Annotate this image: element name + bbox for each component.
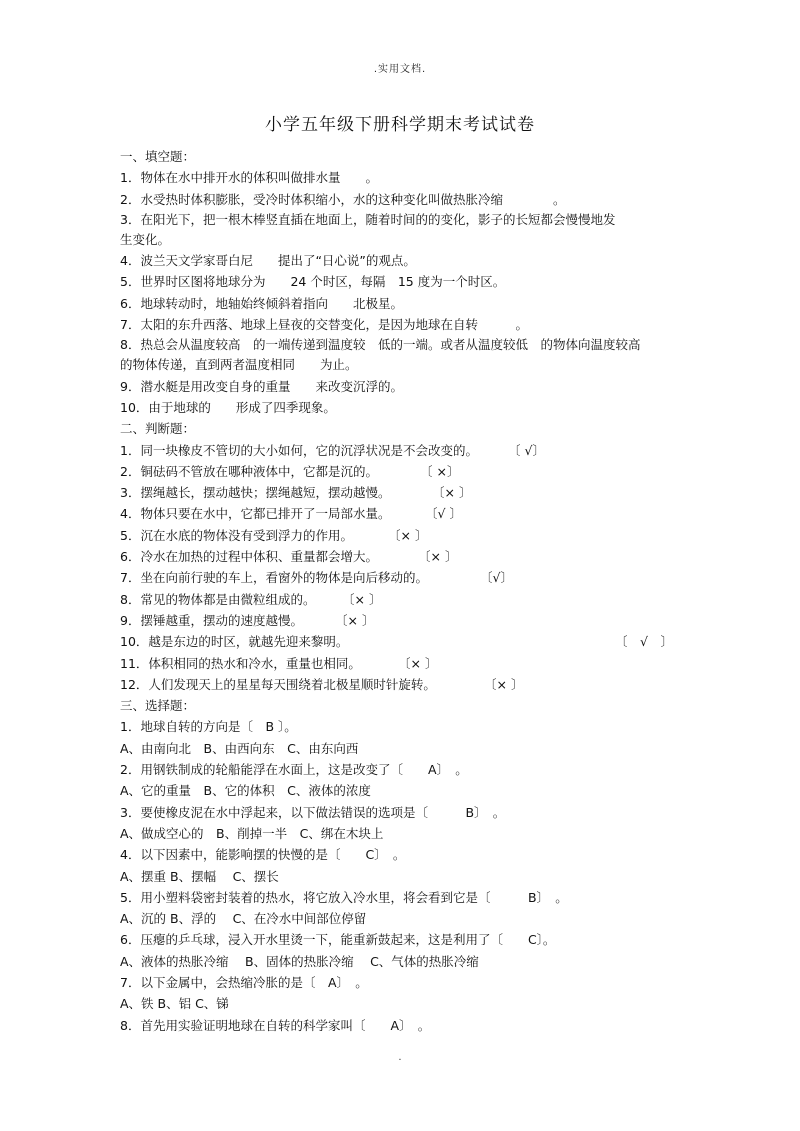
choice-question-3: 3．要使橡皮泥在水中浮起来，以下做法错误的选项是〔 B〕 。 — [120, 804, 506, 820]
fill-question-2: 2．水受热时体积膨胀，受冷时体积缩小，水的这种变化叫做热胀冷缩 。 — [120, 191, 566, 207]
judge-mark: 〔 √ 〕 — [615, 634, 673, 650]
judge-question-1 — [120, 440, 680, 461]
exam-body — [120, 146, 680, 1036]
choice-question-1: 1．地球自转的方向是〔 B 〕。 — [120, 719, 297, 735]
choice-question-8: 8．首先用实验证明地球在自转的科学家叫〔 A〕 。 — [120, 1017, 431, 1033]
judge-mark: 〔× 〕 — [398, 655, 438, 671]
page-title: 小学五年级下册科学期末考试试卷 — [265, 115, 535, 135]
judge-mark: 〔× 〕 — [418, 549, 458, 565]
judge-text: 3．摆绳越长，摆动越快；摆绳越短，摆动越慢。 — [120, 485, 391, 501]
fill-question-8-line-1: 8．热总会从温度较高 的一端传递到温度较 低的一端。或者从温度较低 的物体向温度较高 — [120, 337, 641, 353]
judge-mark: 〔 ×〕 — [420, 463, 460, 479]
fill-question-3-line-2: 生变化。 — [120, 231, 171, 247]
judge-text: 9．摆锤越重，摆动的速度越慢。 — [120, 612, 303, 628]
judge-question-12 — [120, 674, 680, 695]
judge-mark: 〔 √〕 — [508, 442, 545, 458]
judge-text: 12．人们发现天上的星星每天围绕着北极星顺时针旋转。 — [120, 676, 436, 692]
judge-mark: 〔√ 〕 — [425, 506, 462, 522]
judge-mark: 〔× 〕 — [335, 612, 375, 628]
judge-question-2 — [120, 461, 680, 482]
judge-mark: 〔× 〕 — [432, 485, 472, 501]
choice-question-4: 4．以下因素中，能影响摆的快慢的是〔 C〕 。 — [120, 847, 406, 863]
judge-mark: 〔× 〕 — [342, 591, 382, 607]
judge-text: 5．沉在水底的物体没有受到浮力的作用。 — [120, 527, 353, 543]
section-heading-multiple-choice: 三、选择题： — [120, 698, 196, 714]
choice-question-6: 6．压瘪的乒乓球，浸入开水里烫一下，能重新鼓起来，这是利用了〔 C〕。 — [120, 932, 556, 948]
judge-text: 2．铜砝码不管放在哪种液体中，它都是沉的。 — [120, 463, 378, 479]
fill-question-6: 6．地球转动时，地轴始终倾斜着指向 北极星。 — [120, 295, 403, 311]
judge-text: 1．同一块橡皮不管切的大小如何，它的沉浮状况是不会改变的。 — [120, 442, 478, 458]
choice-question-7: 7．以下金属中，会热缩冷胀的是〔 A〕 。 — [120, 974, 368, 990]
choice-options-5: A、沉的 B、浮的 C、在冷水中间部位停留 — [120, 911, 367, 927]
judge-question-8 — [120, 589, 680, 610]
section-heading-true-false: 二、判断题： — [120, 421, 196, 437]
judge-text: 11．体积相同的热水和冷水，重量也相同。 — [120, 655, 361, 671]
fill-question-9: 9．潜水艇是用改变自身的重量 来改变沉浮的。 — [120, 378, 403, 394]
judge-question-6 — [120, 546, 680, 567]
judge-question-10 — [120, 631, 680, 652]
judge-question-9 — [120, 610, 680, 631]
judge-mark: 〔× 〕 — [388, 527, 428, 543]
fill-question-4: 4．波兰天文学家哥白尼 提出了“日心说”的观点。 — [120, 253, 416, 269]
choice-options-1: A、由南向北 B、由西向东 C、由东向西 — [120, 740, 359, 756]
judge-text: 8．常见的物体都是由微粒组成的。 — [120, 591, 316, 607]
judge-mark: 〔× 〕 — [484, 676, 524, 692]
section-heading-fill-blank: 一、填空题： — [120, 149, 196, 164]
choice-options-2: A、它的重量 B、它的体积 C、液体的浓度 — [120, 783, 371, 799]
fill-question-3-line-1: 3．在阳光下，把一根木棒竖直插在地面上，随着时间的的变化，影子的长短都会慢慢地发 — [120, 211, 616, 227]
judge-text: 4．物体只要在水中，它都已排开了一局部水量。 — [120, 506, 391, 522]
fill-question-1: 1．物体在水中排开水的体积叫做排水量 。 — [120, 170, 378, 186]
judge-text: 6．冷水在加热的过程中体积、重量都会增大。 — [120, 549, 378, 565]
choice-question-5: 5．用小塑料袋密封装着的热水，将它放入冷水里，将会看到它是〔 B〕 。 — [120, 889, 568, 905]
choice-options-4: A、摆重 B、摆幅 C、摆长 — [120, 868, 279, 884]
judge-question-7 — [120, 567, 680, 588]
judge-question-11 — [120, 653, 680, 674]
judge-text: 7．坐在向前行驶的车上，看窗外的物体是向后移动的。 — [120, 570, 428, 586]
choice-question-2: 2．用钢铁制成的轮船能浮在水面上，这是改变了〔 A〕 。 — [120, 762, 468, 778]
choice-options-3: A、做成空心的 B、削掉一半 C、绑在木块上 — [120, 825, 384, 841]
page-footer: . — [398, 1052, 402, 1063]
judge-question-3 — [120, 482, 680, 503]
fill-question-7: 7．太阳的东升西落、地球上昼夜的交替变化，是因为地球在自转 。 — [120, 317, 528, 333]
fill-question-8-line-2: 的物体传递，直到两者温度相同 为止。 — [120, 357, 358, 373]
judge-question-4 — [120, 503, 680, 524]
judge-text: 10．越是东边的时区，就越先迎来黎明。 — [120, 634, 349, 650]
page-header: .实用文档. — [373, 64, 427, 75]
fill-question-10: 10．由于地球的 形成了四季现象。 — [120, 399, 336, 415]
fill-question-5: 5．世界时区图将地球分为 24 个时区，每隔 15 度为一个时区。 — [120, 274, 506, 290]
choice-options-7: A、铁 B、铝 C、锑 — [120, 996, 229, 1012]
choice-options-6: A、液体的热胀冷缩 B、固体的热胀冷缩 C、气体的热胀冷缩 — [120, 953, 479, 969]
judge-question-5 — [120, 525, 680, 546]
judge-mark: 〔√〕 — [480, 570, 513, 586]
